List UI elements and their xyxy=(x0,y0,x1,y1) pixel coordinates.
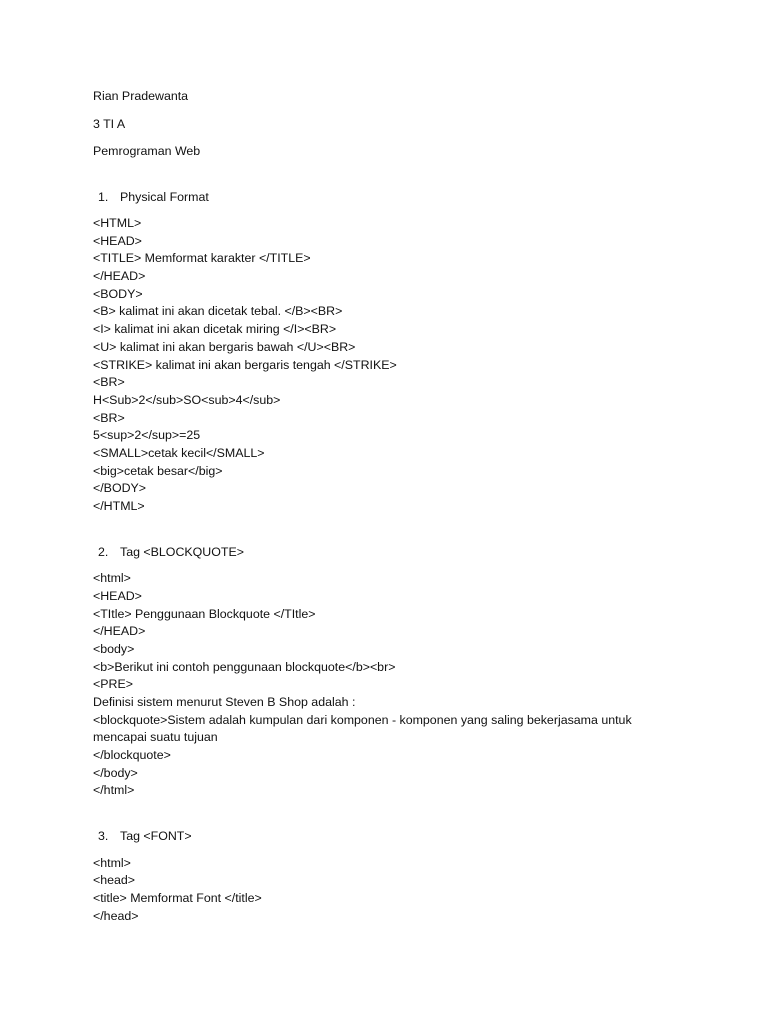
section-title: Physical Format xyxy=(120,189,209,204)
document-body xyxy=(93,87,693,925)
code-line: <b>Berikut ini contoh penggunaan blockquote</b><br> xyxy=(93,659,396,674)
spacer xyxy=(93,170,693,188)
section-3 xyxy=(93,827,693,925)
code-line: <I> kalimat ini akan dicetak miring </I><BR> xyxy=(93,322,337,337)
code-line: <SMALL>cetak kecil</SMALL> xyxy=(93,445,265,460)
code-line: <B> kalimat ini akan dicetak tebal. </B><BR> xyxy=(93,304,343,319)
code-line: <BR> xyxy=(93,410,125,425)
code-line: </html> xyxy=(93,783,135,798)
section-heading xyxy=(93,827,693,845)
code-line: </HEAD> xyxy=(93,269,146,284)
code-line: <BR> xyxy=(93,375,125,390)
code-line: <U> kalimat ini akan bergaris bawah </U><BR> xyxy=(93,339,356,354)
code-line: Definisi sistem menurut Steven B Shop adalah : xyxy=(93,695,356,709)
code-line: </body> xyxy=(93,765,138,780)
code-line: <TITLE> Memformat karakter </TITLE> xyxy=(93,251,311,266)
code-block xyxy=(93,215,693,516)
section-heading xyxy=(93,188,693,206)
code-line: <STRIKE> kalimat ini akan bergaris tengah </STRIKE> xyxy=(93,357,397,372)
author-name: Rian Pradewanta xyxy=(93,89,189,103)
code-line: <TItle> Penggunaan Blockquote </TItle> xyxy=(93,606,316,621)
code-line: <body> xyxy=(93,641,135,656)
class-name: 3 TI A xyxy=(93,116,126,131)
code-line: </BODY> xyxy=(93,481,147,496)
spacer xyxy=(93,516,693,543)
code-line: </HEAD> xyxy=(93,624,146,639)
code-line: <html> xyxy=(93,855,131,870)
code-line: <title> Memformat Font </title> xyxy=(93,891,262,905)
section-heading xyxy=(93,543,693,561)
code-line: <HEAD> xyxy=(93,588,142,603)
code-line: <PRE> xyxy=(93,677,133,692)
section-number: 1. xyxy=(98,189,109,204)
code-line: <blockquote>Sistem adalah kumpulan dari komponen - komponen yang saling bekerjasama untuk xyxy=(93,712,632,727)
code-line: </head> xyxy=(93,908,139,923)
code-line: 5<sup>2</sup>=25 xyxy=(93,428,201,443)
section-1 xyxy=(93,188,693,543)
code-line: <HTML> xyxy=(93,216,142,230)
section-list xyxy=(93,188,693,926)
code-block xyxy=(93,855,693,926)
section-2 xyxy=(93,543,693,827)
section-number: 2. xyxy=(98,544,109,559)
code-line: mencapai suatu tujuan xyxy=(93,730,218,745)
code-line: <HEAD> xyxy=(93,233,142,248)
course-name: Pemrograman Web xyxy=(93,144,201,158)
section-number: 3. xyxy=(98,829,109,844)
code-line: </blockquote> xyxy=(93,748,171,763)
code-line: H<Sub>2</sub>SO<sub>4</sub> xyxy=(93,392,281,407)
section-title: Tag <FONT> xyxy=(120,829,192,844)
section-title: Tag <BLOCKQUOTE> xyxy=(120,544,244,559)
code-line: <html> xyxy=(93,571,131,586)
code-line: </HTML> xyxy=(93,499,145,513)
code-block xyxy=(93,570,693,800)
code-line: <big>cetak besar</big> xyxy=(93,463,223,478)
code-line: <head> xyxy=(93,873,136,888)
spacer xyxy=(93,800,693,827)
code-line: <BODY> xyxy=(93,286,143,301)
